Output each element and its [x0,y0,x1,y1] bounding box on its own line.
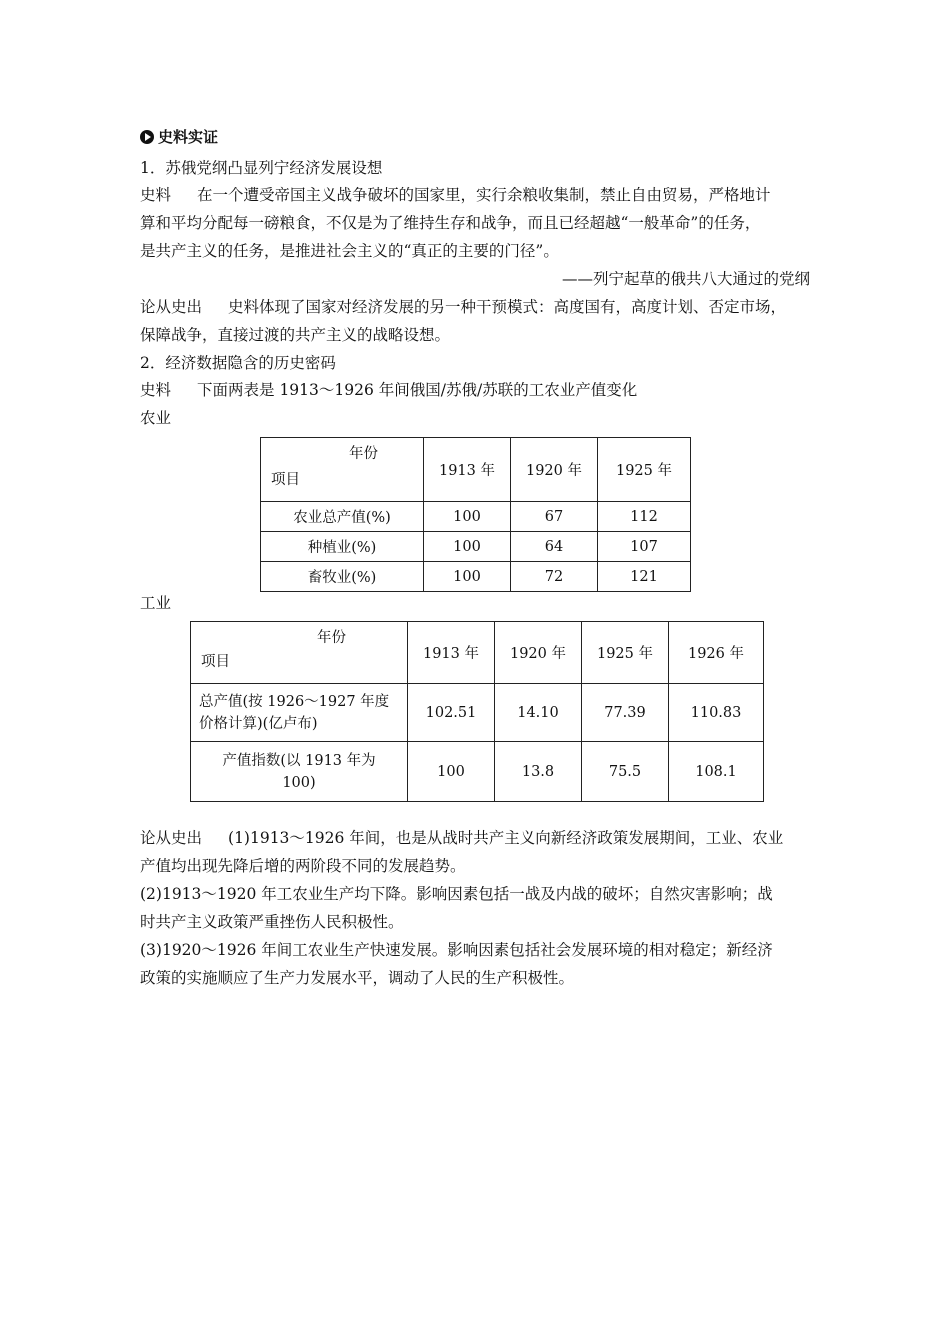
header-item: 项目 [201,654,230,670]
table-cell: 64 [511,532,598,562]
attribution: ——列宁起草的俄共八大通过的党纲 [561,270,810,288]
table-cell: 77.39 [582,684,669,742]
section-title: 史料实证 [158,128,219,146]
table-cell: 13.8 [495,742,582,802]
conclusion-line2: 产值均出现先降后增的两阶段不同的发展趋势。 [140,857,466,875]
table-cell: 72 [511,562,598,592]
diagonal-header-cell [191,622,408,684]
column-header: 1926 年 [669,622,764,684]
diagonal-header-cell [261,438,424,502]
agri-label: 农业 [140,409,172,427]
table-cell: 121 [598,562,691,592]
table-cell: 110.83 [669,684,764,742]
industry-table [190,621,764,802]
row-label: 农业总产值(%) [261,502,424,532]
source-text: 下面两表是 1913～1926 年间俄国/苏俄/苏联的工农业产值变化 [197,381,638,399]
column-header: 1913 年 [408,622,495,684]
source-label: 史料 [140,186,172,204]
source-text: 在一个遭受帝国主义战争破坏的国家里，实行余粮收集制，禁止自由贸易，严格地计 [197,186,771,204]
play-circle-icon [140,130,154,144]
column-header: 1925 年 [582,622,669,684]
table-cell: 100 [424,532,511,562]
row-label [191,742,408,802]
table-cell: 100 [424,562,511,592]
table-cell: 14.10 [495,684,582,742]
row-label [191,684,408,742]
part1-source-line1 [140,182,830,208]
table-header-row [191,622,764,684]
agri-table [260,437,691,592]
row-label: 种植业(%) [261,532,424,562]
section-heading [140,126,218,147]
table-header-row [261,438,691,502]
table-row [261,532,691,562]
conclusion-line5: (3)1920～1926 年间工农业生产快速发展。影响因素包括社会发展环境的相对稳定；新经济 [140,941,773,959]
conclusion-line6: 政策的实施顺应了生产力发展水平，调动了人民的生产积极性。 [140,969,575,987]
table-row [261,502,691,532]
part1-source-line3: 是共产主义的任务，是推进社会主义的“真正的主要的门径”。 [140,242,559,260]
part2-source [140,377,830,403]
row-label-line2: 价格计算)(亿卢布) [199,715,318,732]
analysis-label: 论从史出 [140,298,203,316]
industry-label: 工业 [140,594,172,612]
part1-source-line2: 算和平均分配每一磅粮食，不仅是为了维持生存和战争，而且已经超越“一般革命”的任务， [140,214,761,232]
row-label-line1: 总产值(按 1926～1927 年度 [199,693,390,710]
table-cell: 100 [424,502,511,532]
column-header: 1920 年 [495,622,582,684]
conclusion-line4: 时共产主义政策严重挫伤人民积极性。 [140,913,404,931]
header-year: 年份 [317,630,346,646]
table-row [261,562,691,592]
header-year: 年份 [349,446,378,462]
table-cell: 100 [408,742,495,802]
table-cell: 102.51 [408,684,495,742]
table-row [191,684,764,742]
row-label-line2: 100) [282,774,316,791]
table-cell: 75.5 [582,742,669,802]
column-header: 1925 年 [598,438,691,502]
conclusion-line3: (2)1913～1920 年工农业生产均下降。影响因素包括一战及内战的破坏；自然灾害影响；战 [140,885,773,903]
part2-heading: 2．经济数据隐含的历史密码 [140,354,336,372]
table-row [191,742,764,802]
header-item: 项目 [271,472,300,488]
table-cell: 107 [598,532,691,562]
table-cell: 108.1 [669,742,764,802]
part1-analysis-line2: 保障战争，直接过渡的共产主义的战略设想。 [140,326,451,344]
source-label: 史料 [140,381,172,399]
part1-analysis-line1 [140,294,830,320]
row-label: 畜牧业(%) [261,562,424,592]
column-header: 1913 年 [424,438,511,502]
analysis-text: 史料体现了国家对经济发展的另一种干预模式：高度国有，高度计划、否定市场， [228,298,787,316]
table-cell: 112 [598,502,691,532]
row-label-line1: 产值指数(以 1913 年为 [222,752,376,769]
column-header: 1920 年 [511,438,598,502]
conclusion-text: (1)1913～1926 年间，也是从战时共产主义向新经济政策发展期间，工业、农业 [228,829,784,847]
table-cell: 67 [511,502,598,532]
conclusion-label: 论从史出 [140,829,203,847]
part1-heading: 1．苏俄党纲凸显列宁经济发展设想 [140,159,383,177]
conclusion-line1 [140,825,830,851]
